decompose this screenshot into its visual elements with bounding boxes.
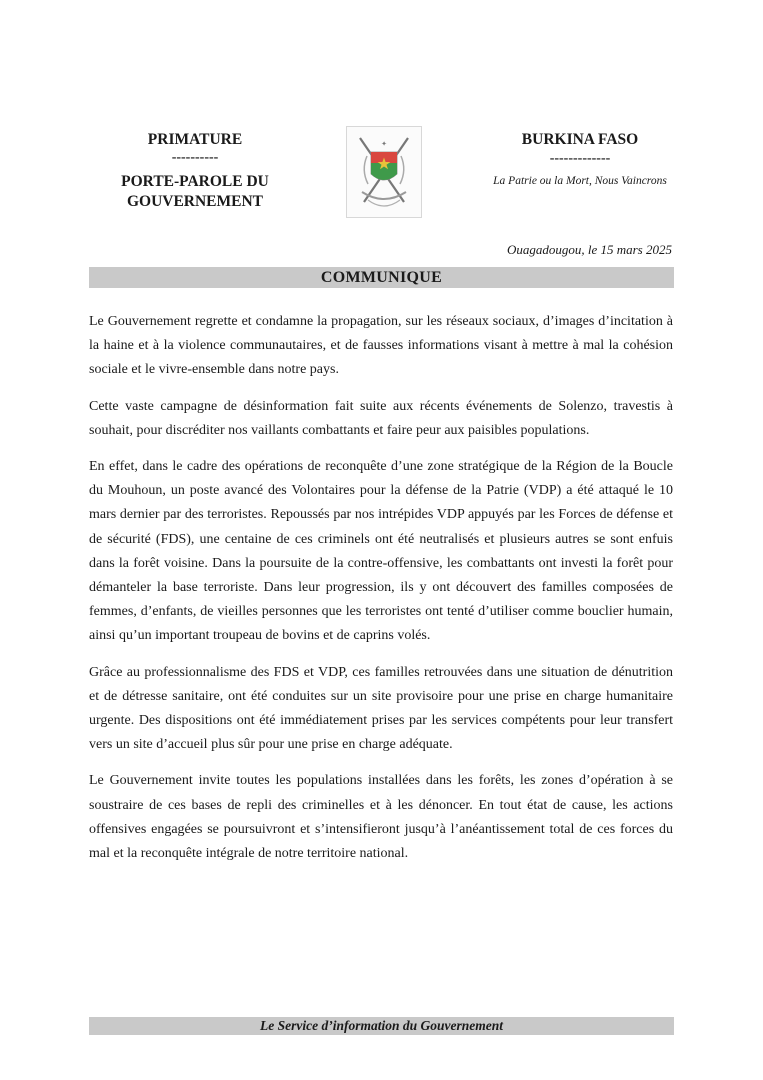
paragraph: En effet, dans le cadre des opérations de reconquête d’une zone stratégique de la Région de la Boucle du Mouhoun, un poste avancé des Volontaires pour la défense de la Patrie (VDP) a été attaqué le 10 mars dernier par des terroristes. Repoussés par nos intrépides VDP appuyés par les Forces de défense et de sécurité (FDS), une centaine de ces criminels ont été neutralisés et plusieurs autres se sont enfuis dans la forêt voisine. Dans la poursuite de la contre-offensive, les combattants ont investi la forêt pour démanteler la base terroriste. Dans leur progression, ils y ont découvert des familles composées de femmes, d’enfants, de vieilles personnes que les terroristes ont tenté d’utiliser comme bouclier humain, ainsi qu’un important troupeau de bovins et de caprins volés. [89, 459, 673, 644]
communique-body [89, 310, 673, 878]
left-separator: ---------- [171, 150, 219, 165]
communique-title: COMMUNIQUE [89, 267, 674, 288]
burkina-header [480, 130, 680, 189]
right-separator: ------------- [549, 151, 611, 166]
porte-parole-line2: GOUVERNEMENT [126, 193, 264, 210]
document-date: Ouagadougou, le 15 mars 2025 [506, 242, 672, 257]
country-name: BURKINA FASO [521, 131, 639, 148]
svg-text:✦: ✦ [381, 140, 387, 148]
porte-parole-line1: PORTE-PAROLE DU [121, 173, 269, 190]
national-motto: La Patrie ou la Mort, Nous Vaincrons [493, 175, 667, 187]
paragraph: Grâce au professionnalisme des FDS et VDP, ces familles retrouvées dans une situation de dénutrition et de détresse sanitaire, ont été conduites sur un site provisoire pour une prise en charge humanitaire urgente. Des dispositions ont été immédiatement prises par les services compétents pour leur transfert vers un site d’accueil plus sûr pour une prise en charge adéquate. [89, 664, 673, 753]
footer-signature: Le Service d’information du Gouvernement [89, 1017, 674, 1035]
primature-title: PRIMATURE [147, 131, 243, 148]
paragraph: Cette vaste campagne de désinformation fait suite aux récents événements de Solenzo, travestis à souhait, pour discréditer nos vaillants combattants et faire peur aux paisibles populations. [89, 398, 673, 438]
coat-of-arms-emblem [346, 126, 422, 218]
paragraph: Le Gouvernement regrette et condamne la propagation, sur les réseaux sociaux, d’images d’incitation à la haine et à la violence communautaires, et de fausses informations visant à mettre à mal la cohésion sociale et le vivre-ensemble dans notre pays. [89, 314, 673, 378]
primature-header [100, 130, 290, 212]
paragraph: Le Gouvernement invite toutes les populations installées dans les forêts, les zones d’opération à se soustraire de ces bases de repli des criminelles et à les dénoncer. En tout état de cause, les actions offensives engagées se poursuivront et s’intensifieront jusqu’à l’anéantissement total de ces forces du mal et la reconquête intégrale de notre territoire national. [89, 773, 673, 862]
